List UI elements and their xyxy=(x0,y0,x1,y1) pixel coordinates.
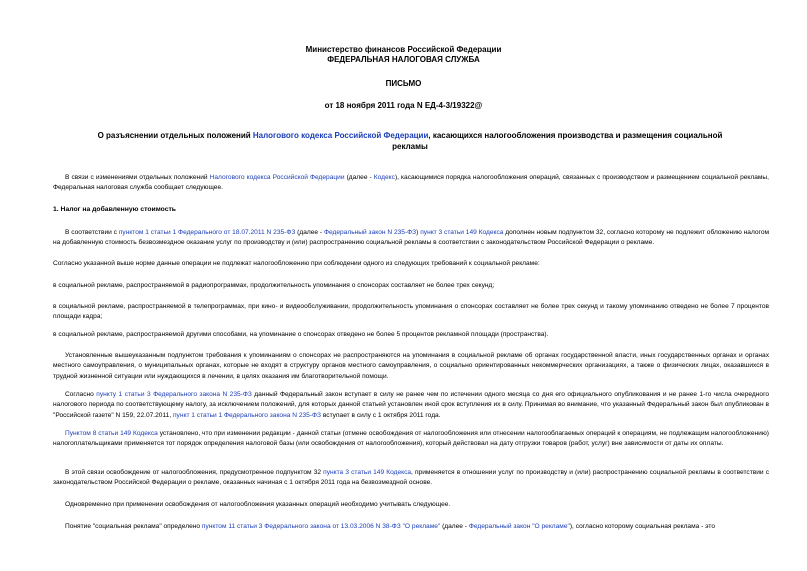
section-heading-vat: 1. Налог на добавленную стоимость xyxy=(53,206,176,213)
text: вступает в силу с 1 октября 2011 года. xyxy=(321,411,441,419)
code-link[interactable]: Кодекс xyxy=(373,174,395,181)
paragraph-exemption xyxy=(53,468,769,489)
tax-code-link[interactable]: Налогового кодекса Российской Федерации xyxy=(252,131,429,140)
paragraph-simultaneously: Одновременно при применении освобождения от налогообложения указанных операций необходимо учитывать следующее. xyxy=(65,501,451,508)
text: (далее - xyxy=(344,174,374,181)
article-149-p3-link[interactable]: пункта 3 статьи 149 Кодекса xyxy=(323,469,412,476)
text: ), касающимися порядка налогообложения операций, связанных с производством и размещением социальной рекламы, Федеральная налоговая служба сообщает следующее. xyxy=(53,174,769,192)
document-type: ПИСЬМО xyxy=(385,79,422,88)
paragraph-law-235 xyxy=(53,228,769,249)
law-on-advertising-link[interactable]: Федеральный закон "О рекламе" xyxy=(468,523,570,530)
law-235-link[interactable]: Федеральный закон N 235-ФЗ xyxy=(323,229,417,236)
paragraph-article-149-p8 xyxy=(53,429,769,450)
paragraph-social-ad-definition xyxy=(53,522,769,532)
paragraph-radio: в социальной рекламе, распространяемой в радиопрограммах, продолжительность упоминания о спонсорах составляет не более трех секунд; xyxy=(53,282,495,289)
document-date: от 18 ноября 2011 года N ЕД-4-3/19322@ xyxy=(324,101,483,110)
text: В соответствии с xyxy=(65,229,119,236)
subject-text-post: , касающихся налогообложения производства и размещения социальной рекламы xyxy=(392,131,723,151)
ministry-name: Министерство финансов Российской Федерации xyxy=(305,45,502,54)
text: Понятие "социальная реклама" определено xyxy=(65,523,202,530)
subject-text-pre: О разъяснении отдельных положений xyxy=(97,131,253,140)
text: ), согласно которому социальная реклама - это xyxy=(569,523,715,530)
text: В связи с изменениями отдельных положений xyxy=(65,174,210,181)
law-38-article-3-link[interactable]: пунктом 11 статьи 3 Федерального закона от 13.03.2006 N 38-ФЗ "О рекламе" xyxy=(201,523,441,530)
paragraph-tv: в социальной рекламе, распространяемой в телепрограммах, при кино- и видеообслуживании, продолжительность упоминания о спонсорах составляет не более трех секунд и такому упоминанию отведено не более 7 процентов площади кадра; xyxy=(53,303,769,321)
paragraph-requirements: Согласно указанной выше норме данные операции не подлежат налогообложению при соблюдении одного из следующих требований к социальной рекламе: xyxy=(53,260,540,267)
article-149-p8-link[interactable]: Пунктом 8 статьи 149 Кодекса xyxy=(65,430,158,437)
text: данный Федеральный закон вступает в силу не ранее чем по истечении одного месяца со дня его официального опубликования и не ранее 1-го числа очередного налогового периода по соответствующему налогу, за исключением положений, для которых данной статьей установлен иной срок вступления их в силу. Принимая во внимание, что указанный Федеральный закон был опубликован в "Российской газете" N 159, 22.07.2011, xyxy=(53,391,769,419)
text: В этой связи освобождение от налогообложения, предусмотренное подпунктом 32 xyxy=(65,469,324,476)
service-name: ФЕДЕРАЛЬНАЯ НАЛОГОВАЯ СЛУЖБА xyxy=(327,55,480,64)
text: ) xyxy=(416,229,421,236)
document-subject xyxy=(80,130,740,152)
law-235-article-1-link[interactable]: пункт 1 статьи 1 Федерального закона N 235-ФЗ xyxy=(172,411,322,419)
text: установлено, что при изменении редакции - данной статьи (отмене освобождения от налогообложения или отнесении налогооблагаемых операций к операциям, не подлежащим налогообложению) налогоплательщиками применяется тот порядок определения налоговой базы (или освобождения от налогообложения), который действовал на дату отгрузки товаров (работ, услуг) вне зависимости от даты их оплаты. xyxy=(53,430,769,448)
text: (далее - xyxy=(440,523,469,530)
text: дополнен новым подпунктом 32, согласно которому не подлежит обложению налогом на добавленную стоимость безвозмездное оказание услуг по производству и (или) распространению социальной рекламы в соответствии с законодательством Российской Федерации о рекламе. xyxy=(53,229,770,247)
paragraph-exceptions: Установленные вышеуказанным подпунктом требования к упоминаниям о спонсорах не распространяются на упоминания в социальной рекламе об органах государственной власти, иных государственных органах и органах местного самоуправления, о муниципальных органах, которые не входят в структуру органов местного самоуправления, о социально ориентированных некоммерческих организациях, а также о физических лицах, оказавшихся в трудной жизненной ситуации или нуждающихся в лечении, в целях оказания им благотворительной помощи. xyxy=(53,352,769,380)
paragraph-other: в социальной рекламе, распространяемой другими способами, на упоминание о спонсорах отведено не более 5 процентов рекламной площади (пространства). xyxy=(53,331,549,338)
article-149-p3-link[interactable]: пункт 3 статьи 149 Кодекса xyxy=(420,229,504,236)
tax-code-link[interactable]: Налогового кодекса Российской Федерации xyxy=(209,174,345,181)
paragraph-entry-into-force xyxy=(53,390,769,421)
paragraph-intro xyxy=(53,173,769,194)
text: (далее - xyxy=(295,229,324,236)
law-235-article-3-link[interactable]: пункту 1 статьи 3 Федерального закона N 235-ФЗ xyxy=(96,391,252,398)
text: Согласно xyxy=(65,391,97,398)
law-235-article-1-link[interactable]: пунктом 1 статьи 1 Федерального от 18.07.2011 N 235-ФЗ xyxy=(118,229,296,236)
text: , применяется в отношении услуг по производству и (или) распространению социальной рекламы в соответствии с законодательством Российской Федерации о рекламе, оказанных начиная с 1 октября 2011 года на безвозмездной основе. xyxy=(53,469,769,487)
